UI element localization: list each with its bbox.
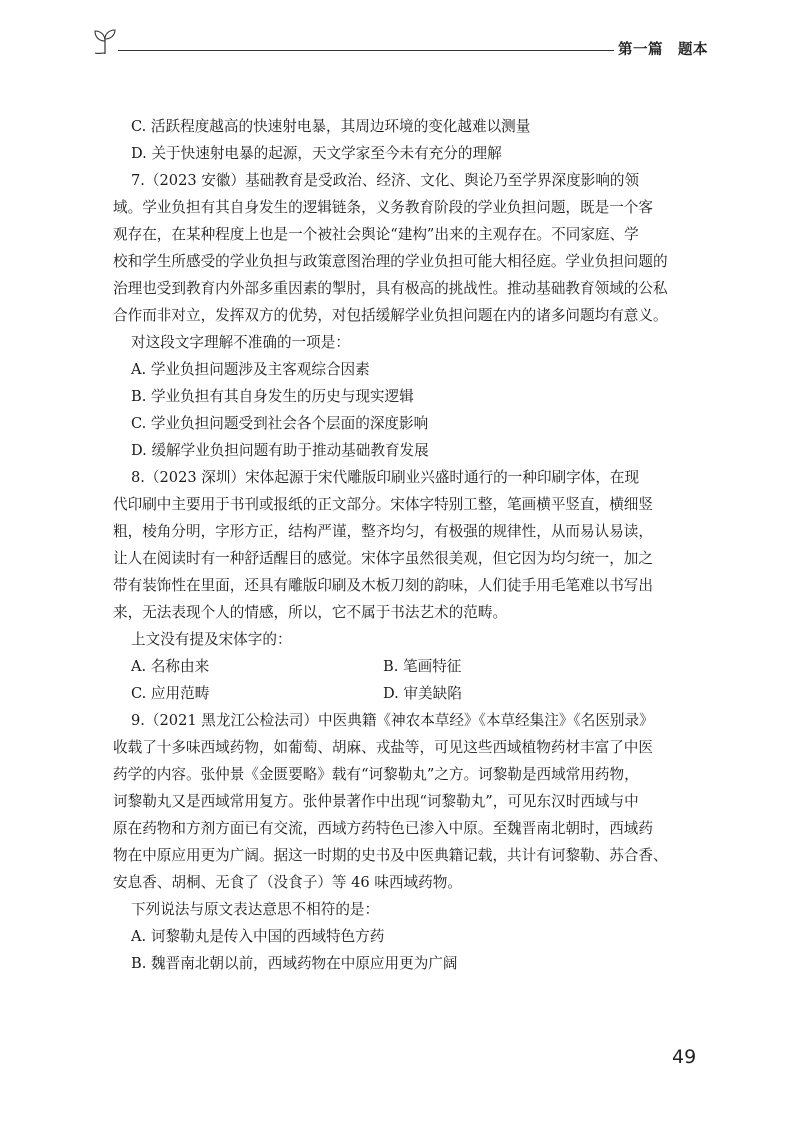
question-8-line: 来，无法表现个人的情感，所以，它不属于书法艺术的范畴。 [113, 604, 508, 621]
question-8-line: 8.（2023 深圳）宋体起源于宋代雕版印刷业兴盛时通行的一种印刷字体，在现 [131, 469, 640, 486]
question-8-prompt: 上文没有提及宋体字的： [131, 631, 292, 648]
question-7-line: 治理也受到教育内外部多重因素的掣肘，具有极高的挑战性。推动基础教育领域的公私 [113, 280, 668, 297]
question-7-line: 域。学业负担有其自身发生的逻辑链条，义务教育阶段的学业负担问题，既是一个客 [113, 199, 653, 216]
option-b: B. 笔画特征 [383, 658, 462, 675]
question-9-line: 收载了十多味西域药物，如葡萄、胡麻、戎盐等，可见这些西域植物药材丰富了中医 [113, 739, 653, 756]
question-9-prompt: 下列说法与原文表达意思不相符的是： [131, 901, 380, 918]
option-line: C. 活跃程度越高的快速射电暴，其周边环境的变化越难以测量 [131, 118, 531, 135]
question-7-line: 校和学生所感受的学业负担与政策意图治理的学业负担可能大相径庭。学业负担问题的 [113, 253, 668, 270]
option-line: B. 魏晋南北朝以前，西域药物在中原应用更为广阔 [131, 955, 458, 972]
question-8-line: 让人在阅读时有一种舒适醒目的感觉。宋体字虽然很美观，但它因为均匀统一，加之 [113, 550, 653, 567]
question-7-line: 观存在，在某种程度上也是一个被社会舆论“建构”出来的主观存在。不同家庭、学 [113, 226, 639, 243]
option-line: D. 缓解学业负担问题有助于推动基础教育发展 [131, 442, 429, 459]
question-9-line: 药学的内容。张仲景《金匮要略》载有“诃黎勒丸”之方。诃黎勒是西域常用药物， [113, 766, 639, 783]
option-line: C. 学业负担问题受到社会各个层面的深度影响 [131, 415, 429, 432]
question-7-prompt: 对这段文字理解不准确的一项是： [131, 334, 350, 351]
option-line: B. 学业负担有其自身发生的历史与现实逻辑 [131, 388, 414, 405]
options-row [131, 653, 687, 680]
question-7-line: 7.（2023 安徽）基础教育是受政治、经济、文化、舆论乃至学界深度影响的领 [131, 172, 640, 189]
question-9-line: 原在药物和方剂方面已有交流，西域方药特色已渗入中原。至魏晋南北朝时，西域药 [113, 820, 653, 837]
question-9-line: 物在中原应用更为广阔。据这一时期的史书及中医典籍记载，共计有诃黎勒、苏合香、 [113, 847, 668, 864]
page-number: 49 [672, 1046, 697, 1068]
option-line: A. 诃黎勒丸是传入中国的西域特色方药 [131, 928, 385, 945]
header-title: 第一篇 题本 [618, 42, 708, 58]
question-7-line: 合作而非对立，发挥双方的优势，对包括缓解学业负担问题在内的诸多问题均有意义。 [113, 307, 668, 324]
page-header [92, 24, 708, 58]
option-line: D. 关于快速射电暴的起源，天文学家至今未有充分的理解 [131, 145, 502, 162]
option-c: C. 应用范畴 [131, 685, 210, 702]
options-row [131, 680, 687, 707]
page-content [113, 113, 687, 977]
header-rule [118, 50, 614, 51]
sprout-icon [92, 26, 118, 56]
option-a: A. 名称由来 [131, 658, 210, 675]
question-9-line: 安息香、胡桐、无食了（没食子）等 46 味西域药物。 [113, 874, 462, 891]
question-8-line: 代印刷中主要用于书刊或报纸的正文部分。宋体字特别工整，笔画横平竖直，横细竖 [113, 496, 653, 513]
option-line: A. 学业负担问题涉及主客观综合因素 [131, 361, 370, 378]
option-d: D. 审美缺陷 [383, 685, 462, 702]
question-8-line: 粗，棱角分明，字形方正，结构严谨，整齐均匀，有极强的规律性，从而易认易读， [113, 523, 653, 540]
question-8-line: 带有装饰性在里面，还具有雕版印刷及木板刀刻的韵味，人们徒手用毛笔难以书写出 [113, 577, 653, 594]
question-9-line: 诃黎勒丸又是西域常用复方。张仲景著作中出现“诃黎勒丸”，可见东汉时西域与中 [113, 793, 639, 810]
question-9-line: 9.（2021 黑龙江公检法司）中医典籍《神农本草经》《本草经集注》《名医别录》 [131, 712, 654, 729]
